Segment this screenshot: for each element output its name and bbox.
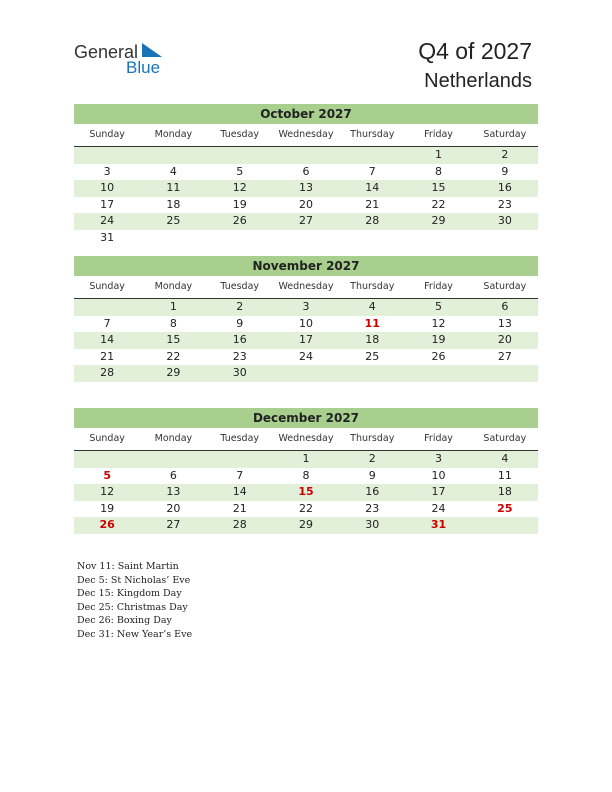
day-cell: 5 <box>435 300 443 313</box>
day-cell <box>339 147 405 164</box>
day-cell: 25 <box>497 501 513 515</box>
day-cell <box>207 451 273 468</box>
day-cell: 11 <box>497 468 512 482</box>
day-cell <box>207 230 273 247</box>
week-row <box>74 517 538 534</box>
day-cell: 21 <box>232 501 247 515</box>
weekday-label: Thursday <box>350 129 395 140</box>
page-title: Q4 of 2027 <box>418 38 532 64</box>
day-cell: 16 <box>497 181 512 194</box>
day-cell <box>140 147 206 164</box>
day-cell: 10 <box>298 316 313 330</box>
week-row <box>74 332 538 349</box>
day-cell: 20 <box>166 501 181 515</box>
week-row <box>74 164 538 181</box>
day-cell: 3 <box>435 452 443 465</box>
day-cell: 12 <box>431 316 446 330</box>
day-cell: 7 <box>236 468 244 482</box>
day-cell: 8 <box>169 316 177 330</box>
holiday-note: Dec 5: St Nicholas’ Eve <box>77 574 191 586</box>
day-cell: 28 <box>232 518 247 531</box>
day-cell: 11 <box>364 316 380 330</box>
weekday-header-row <box>74 128 538 147</box>
month-title: October 2027 <box>74 104 538 124</box>
holiday-note: Dec 25: Christmas Day <box>77 601 188 613</box>
weekday-label: Thursday <box>350 281 395 292</box>
week-row <box>74 484 538 501</box>
day-cell <box>339 365 405 382</box>
day-cell: 15 <box>298 485 314 498</box>
day-cell: 17 <box>298 333 313 346</box>
day-cell: 9 <box>501 164 509 178</box>
day-cell: 19 <box>232 197 247 211</box>
day-cell: 25 <box>365 349 380 363</box>
day-cell: 14 <box>232 485 247 498</box>
month-title: December 2027 <box>74 408 538 428</box>
day-cell: 21 <box>100 349 115 363</box>
weekday-label: Friday <box>424 281 453 292</box>
day-cell: 12 <box>232 181 247 194</box>
holiday-note: Dec 31: New Year’s Eve <box>77 628 193 640</box>
day-cell: 24 <box>100 214 115 227</box>
day-cell: 4 <box>368 300 376 313</box>
day-cell: 1 <box>435 148 443 161</box>
day-cell: 28 <box>100 366 115 379</box>
day-cell <box>207 147 273 164</box>
day-cell: 2 <box>501 148 509 161</box>
day-cell <box>405 230 471 247</box>
day-cell: 23 <box>497 197 512 211</box>
day-cell: 29 <box>298 518 313 531</box>
weekday-label: Thursday <box>350 433 395 444</box>
weekday-label: Sunday <box>89 433 125 444</box>
week-row <box>74 451 538 468</box>
weekday-label: Saturday <box>483 129 527 140</box>
day-cell <box>339 230 405 247</box>
week-row <box>74 230 538 247</box>
week-row <box>74 213 538 230</box>
logo <box>74 42 174 78</box>
day-cell <box>74 451 140 468</box>
day-cell: 20 <box>497 333 512 346</box>
month-november <box>74 256 538 382</box>
day-cell: 16 <box>232 333 247 346</box>
day-cell: 2 <box>368 452 376 465</box>
day-cell <box>140 230 206 247</box>
day-cell: 29 <box>431 214 446 227</box>
day-cell: 9 <box>368 468 376 482</box>
day-cell: 6 <box>501 300 509 313</box>
day-cell: 1 <box>169 300 177 313</box>
day-cell: 3 <box>103 164 111 178</box>
week-row <box>74 147 538 164</box>
day-cell: 24 <box>431 501 446 515</box>
weekday-header-row <box>74 280 538 299</box>
week-row <box>74 180 538 197</box>
day-cell: 31 <box>430 518 447 531</box>
day-cell: 26 <box>232 214 247 227</box>
day-cell: 14 <box>365 181 380 194</box>
holiday-note: Nov 11: Saint Martin <box>77 561 179 572</box>
month-title: November 2027 <box>74 256 538 276</box>
day-cell: 5 <box>103 468 111 482</box>
day-cell: 22 <box>166 349 181 363</box>
day-cell: 23 <box>232 349 247 363</box>
day-cell <box>405 365 471 382</box>
week-row <box>74 349 538 366</box>
day-cell: 13 <box>298 181 313 194</box>
day-cell: 17 <box>100 197 115 211</box>
day-cell <box>140 451 206 468</box>
logo-text-blue: Blue <box>126 58 161 77</box>
weekday-label: Saturday <box>483 433 527 444</box>
day-cell: 7 <box>368 164 376 178</box>
weekday-label: Friday <box>424 129 453 140</box>
day-cell: 30 <box>497 214 512 227</box>
day-cell: 31 <box>100 230 115 244</box>
weekday-label: Sunday <box>89 129 125 140</box>
day-cell <box>273 147 339 164</box>
day-cell <box>273 230 339 247</box>
day-cell: 22 <box>298 501 313 515</box>
holiday-note: Dec 15: Kingdom Day <box>77 588 182 599</box>
month-october <box>74 104 538 246</box>
week-row <box>74 316 538 333</box>
day-cell: 21 <box>365 197 380 211</box>
day-cell: 16 <box>365 485 380 498</box>
logo-text-general: General <box>74 42 139 62</box>
country-name: Netherlands <box>424 70 532 92</box>
day-cell: 4 <box>169 164 177 178</box>
day-cell: 6 <box>169 468 177 482</box>
day-cell: 18 <box>497 485 512 498</box>
day-cell: 3 <box>302 300 310 313</box>
week-row <box>74 365 538 382</box>
day-cell: 28 <box>365 214 380 227</box>
day-cell: 29 <box>166 366 181 379</box>
day-cell: 6 <box>302 164 310 178</box>
day-cell: 27 <box>166 518 181 531</box>
day-cell: 12 <box>100 485 115 498</box>
day-cell: 24 <box>298 349 313 363</box>
day-cell <box>273 365 339 382</box>
day-cell <box>472 365 538 382</box>
day-cell: 19 <box>431 333 446 346</box>
day-cell: 7 <box>103 316 111 330</box>
day-cell: 10 <box>100 181 115 194</box>
weekday-label: Monday <box>154 433 193 444</box>
weekday-label: Saturday <box>483 281 527 292</box>
weekday-label: Tuesday <box>220 281 260 292</box>
day-cell: 13 <box>497 316 512 330</box>
weekday-label: Wednesday <box>278 129 334 140</box>
day-cell <box>472 230 538 247</box>
day-cell: 25 <box>166 214 181 227</box>
day-cell: 22 <box>431 197 446 211</box>
week-row <box>74 468 538 485</box>
day-cell: 10 <box>431 468 446 482</box>
day-cell: 23 <box>365 501 380 515</box>
weekday-label: Wednesday <box>278 281 334 292</box>
weekday-label: Friday <box>424 433 453 444</box>
day-cell: 11 <box>166 181 181 194</box>
day-cell <box>74 147 140 164</box>
day-cell: 15 <box>166 333 181 346</box>
day-cell: 27 <box>497 349 512 363</box>
day-cell: 5 <box>236 164 244 178</box>
day-cell: 18 <box>365 333 380 346</box>
day-cell: 9 <box>236 316 244 330</box>
day-cell: 19 <box>100 501 115 515</box>
day-cell: 13 <box>166 485 181 498</box>
day-cell: 20 <box>298 197 313 211</box>
weekday-label: Monday <box>154 129 193 140</box>
day-cell <box>74 299 140 316</box>
day-cell: 27 <box>298 214 313 227</box>
weekday-label: Tuesday <box>220 433 260 444</box>
day-cell: 15 <box>431 181 446 194</box>
day-cell: 1 <box>302 452 310 465</box>
day-cell: 30 <box>365 518 380 531</box>
day-cell <box>472 517 538 534</box>
day-cell: 2 <box>236 300 244 313</box>
logo-triangle-icon <box>140 43 162 59</box>
day-cell: 17 <box>431 485 446 498</box>
weekday-header-row <box>74 432 538 451</box>
day-cell: 14 <box>100 333 115 346</box>
day-cell: 30 <box>232 366 247 379</box>
week-row <box>74 197 538 214</box>
day-cell: 26 <box>99 518 115 531</box>
week-row <box>74 299 538 316</box>
day-cell: 8 <box>302 468 310 482</box>
day-cell: 26 <box>431 349 446 363</box>
month-december <box>74 408 538 534</box>
day-cell: 8 <box>435 164 443 178</box>
holiday-note: Dec 26: Boxing Day <box>77 615 172 626</box>
weekday-label: Wednesday <box>278 433 334 444</box>
holiday-notes <box>77 560 192 641</box>
weekday-label: Monday <box>154 281 193 292</box>
day-cell: 18 <box>166 197 181 211</box>
day-cell: 4 <box>501 452 509 465</box>
weekday-label: Sunday <box>89 281 125 292</box>
weekday-label: Tuesday <box>220 129 260 140</box>
week-row <box>74 501 538 518</box>
